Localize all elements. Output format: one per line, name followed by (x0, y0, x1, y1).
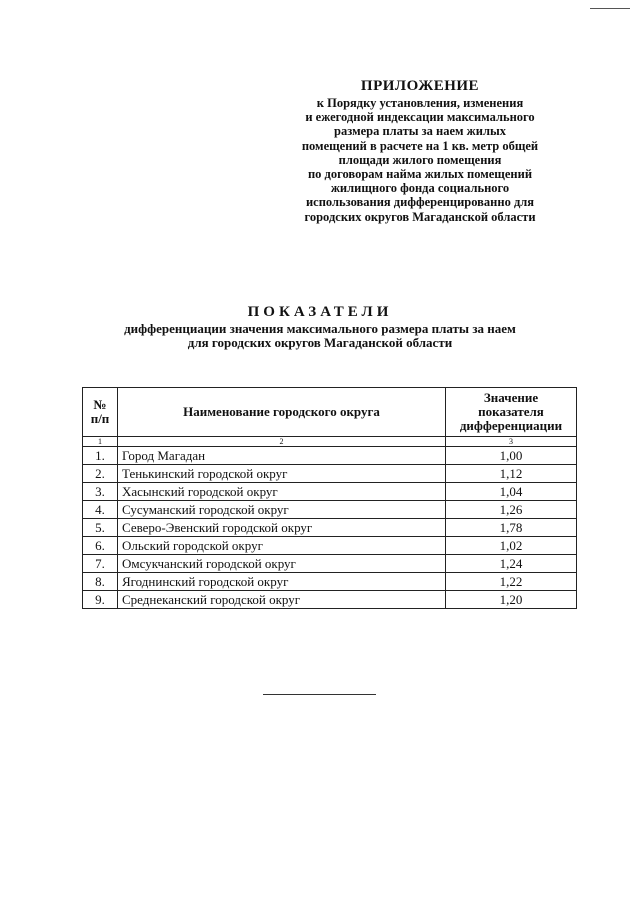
row-number: 1. (83, 447, 118, 465)
indicator-value: 1,04 (446, 483, 577, 501)
subtitle-line: дифференциации значения максимального размера платы за наем (124, 321, 516, 336)
header-value: Значение показателя дифференциации (446, 388, 577, 437)
indicators-table (82, 387, 577, 609)
appendix-line: площади жилого помещения (338, 152, 502, 167)
column-numbers-row (83, 437, 577, 447)
district-name: Омсукчанский городской округ (118, 555, 446, 573)
appendix-line: по договорам найма жилых помещений (307, 167, 533, 182)
row-number: 9. (83, 591, 118, 609)
table-row (83, 591, 577, 609)
indicator-value: 1,02 (446, 537, 577, 555)
subtitle-line: для городских округов Магаданской области (187, 335, 453, 350)
appendix-line: и ежегодной индексации максимального (305, 110, 535, 125)
appendix-line: размера платы за наем жилых (334, 124, 506, 139)
table-row (83, 447, 577, 465)
district-name: Северо-Эвенский городской округ (118, 519, 446, 537)
indicator-value: 1,22 (446, 573, 577, 591)
header-district-name: Наименование городского округа (118, 388, 446, 437)
table-row (83, 465, 577, 483)
indicator-value: 1,26 (446, 501, 577, 519)
table-row (83, 519, 577, 537)
row-number: 6. (83, 537, 118, 555)
appendix-caption (262, 96, 578, 224)
table-row (83, 483, 577, 501)
district-name: Ягоднинский городской округ (118, 573, 446, 591)
column-number: 1 (83, 437, 118, 447)
row-number: 2. (83, 465, 118, 483)
row-number: 5. (83, 519, 118, 537)
table-row (83, 537, 577, 555)
row-number: 8. (83, 573, 118, 591)
district-name: Сусуманский городской округ (118, 501, 446, 519)
indicator-value: 1,12 (446, 465, 577, 483)
indicator-value: 1,00 (446, 447, 577, 465)
table-header-row (83, 388, 577, 437)
district-name: Ольский городской округ (118, 537, 446, 555)
column-number: 3 (446, 437, 577, 447)
appendix-line: городских округов Магаданской области (304, 209, 536, 224)
document-title: ПОКАЗАТЕЛИ (247, 304, 393, 320)
closing-rule (263, 694, 376, 695)
district-name: Хасынский городской округ (118, 483, 446, 501)
table-row (83, 573, 577, 591)
appendix-line: использования дифференцированно для (305, 195, 535, 210)
row-number: 3. (83, 483, 118, 501)
indicator-value: 1,24 (446, 555, 577, 573)
appendix-title: ПРИЛОЖЕНИЕ (360, 78, 480, 94)
indicator-value: 1,78 (446, 519, 577, 537)
table-row (83, 555, 577, 573)
row-number: 4. (83, 501, 118, 519)
appendix-line: к Порядку установления, изменения (316, 96, 524, 110)
district-name: Среднеканский городской округ (118, 591, 446, 609)
header-number: № п/п (83, 388, 118, 437)
indicator-value: 1,20 (446, 591, 577, 609)
table-row (83, 501, 577, 519)
corner-mark (590, 8, 630, 9)
district-name: Тенькинский городской округ (118, 465, 446, 483)
column-number: 2 (118, 437, 446, 447)
district-name: Город Магадан (118, 447, 446, 465)
appendix-line: помещений в расчете на 1 кв. метр общей (301, 138, 539, 153)
appendix-line: жилищного фонда социального (330, 181, 510, 196)
row-number: 7. (83, 555, 118, 573)
document-subtitle (60, 322, 580, 350)
